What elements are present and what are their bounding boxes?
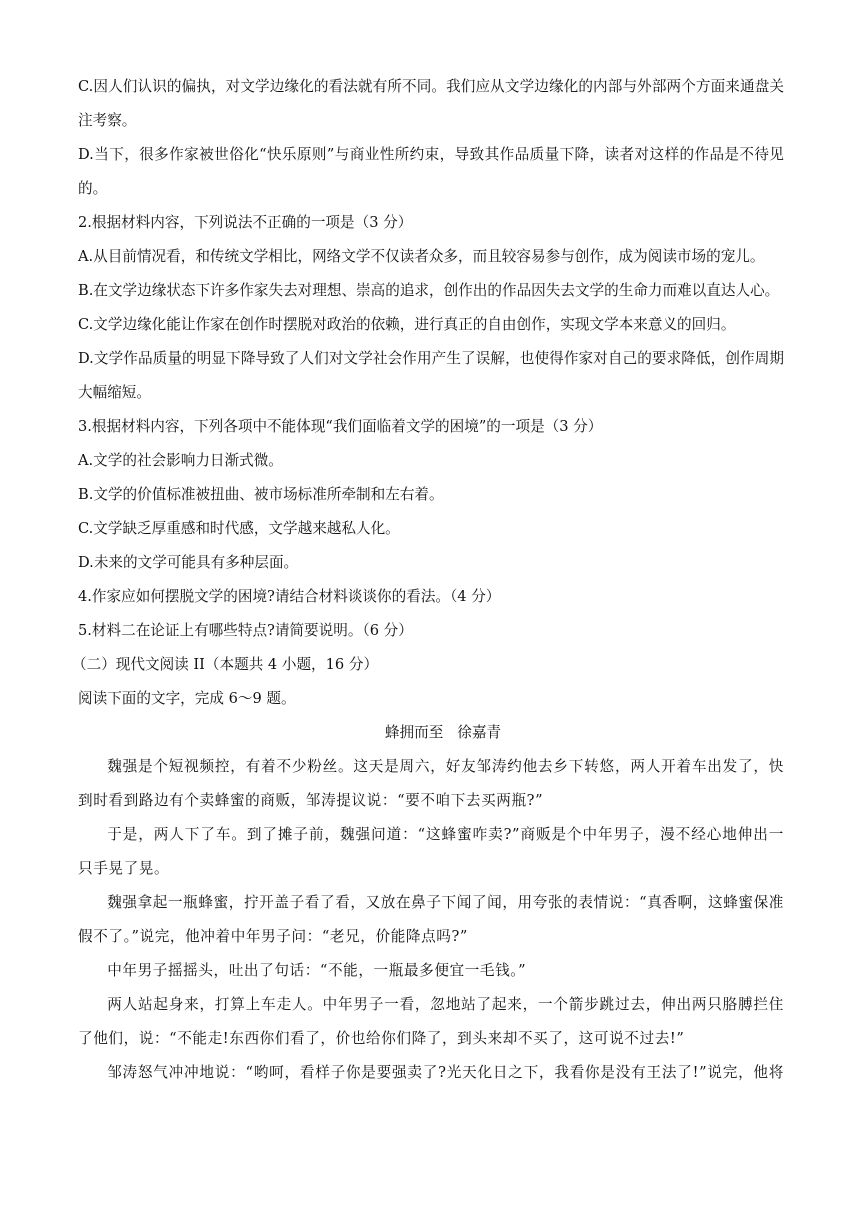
q3-stem: 3.根据材料内容，下列各项中不能体现“我们面临着文学的困境”的一项是（3 分） [78, 418, 603, 435]
section-instruction: 阅读下面的文字，完成 6～9 题。 [78, 690, 296, 707]
exam-page [72, 70, 784, 1090]
q3-option-c: C.文学缺乏厚重感和时代感，文学越来越私人化。 [78, 520, 400, 537]
section-heading: （二）现代文阅读 II（本题共 4 小题，16 分） [72, 656, 379, 673]
q1-option-d: D.当下，很多作家被世俗化“快乐原则”与商业性所约束，导致其作品质量下降，读者对这样的作品是不待见的。 [78, 146, 784, 197]
q2-option-c: C.文学边缘化能让作家在创作时摆脱对政治的依赖，进行真正的自由创作，实现文学本来意义的回归。 [78, 316, 736, 333]
q5-stem: 5.材料二在论证上有哪些特点?请简要说明。（6 分） [78, 622, 413, 639]
q2-stem: 2.根据材料内容，下列说法不正确的一项是（3 分） [78, 214, 413, 231]
story-paragraph: 邹涛怒气冲冲地说：“哟呵，看样子你是要强卖了?光天化日之下，我看你是没有王法了!”说完，他将 [107, 1064, 784, 1081]
story-paragraph: 中年男子摇摇头，吐出了句话：“不能，一瓶最多便宜一毛钱。” [107, 962, 527, 979]
story-title [78, 716, 784, 750]
q2-option-a: A.从目前情况看，和传统文学相比，网络文学不仅读者众多，而且较容易参与创作，成为阅读市场的宠儿。 [78, 248, 765, 265]
q1-option-c: C.因人们认识的偏执，对文学边缘化的看法就有所不同。我们应从文学边缘化的内部与外部两个方面来通盘关注考察。 [78, 78, 784, 129]
q4-stem: 4.作家应如何摆脱文学的困境?请结合材料谈谈你的看法。（4 分） [78, 588, 501, 605]
story-paragraph: 魏强拿起一瓶蜂蜜，拧开盖子看了看，又放在鼻子下闻了闻，用夸张的表情说：“真香啊，这蜂蜜保准假不了。”说完，他冲着中年男子问：“老兄，价能降点吗?” [78, 894, 784, 945]
story-paragraph: 两人站起身来，打算上车走人。中年男子一看，忽地站了起来，一个箭步跳过去，伸出两只胳膊拦住了他们，说：“不能走!东西你们看了，价也给你们降了，到头来却不买了，这可说不过去!” [78, 996, 784, 1047]
q2-option-d: D.文学作品质量的明显下降导致了人们对文学社会作用产生了误解，也使得作家对自己的要求降低，创作周期大幅缩短。 [78, 350, 784, 401]
story-author: 徐嘉青 [457, 724, 502, 741]
q3-option-a: A.文学的社会影响力日渐式微。 [78, 452, 283, 469]
story-paragraph: 于是，两人下了车。到了摊子前，魏强问道：“这蜂蜜咋卖?”商贩是个中年男子，漫不经心地伸出一只手晃了晃。 [78, 826, 784, 877]
q3-option-b: B.文学的价值标准被扭曲、被市场标准所牵制和左右着。 [78, 486, 444, 503]
story-paragraph: 魏强是个短视频控，有着不少粉丝。这天是周六，好友邹涛约他去乡下转悠，两人开着车出发了，快到时看到路边有个卖蜂蜜的商贩，邹涛提议说：“要不咱下去买两瓶?” [78, 758, 784, 809]
q3-option-d: D.未来的文学可能具有多种层面。 [78, 554, 299, 571]
story-title-text: 蜂拥而至 [384, 724, 444, 741]
q2-option-b: B.在文学边缘状态下许多作家失去对理想、崇高的追求，创作出的作品因失去文学的生命力而难以直达人心。 [78, 282, 780, 299]
